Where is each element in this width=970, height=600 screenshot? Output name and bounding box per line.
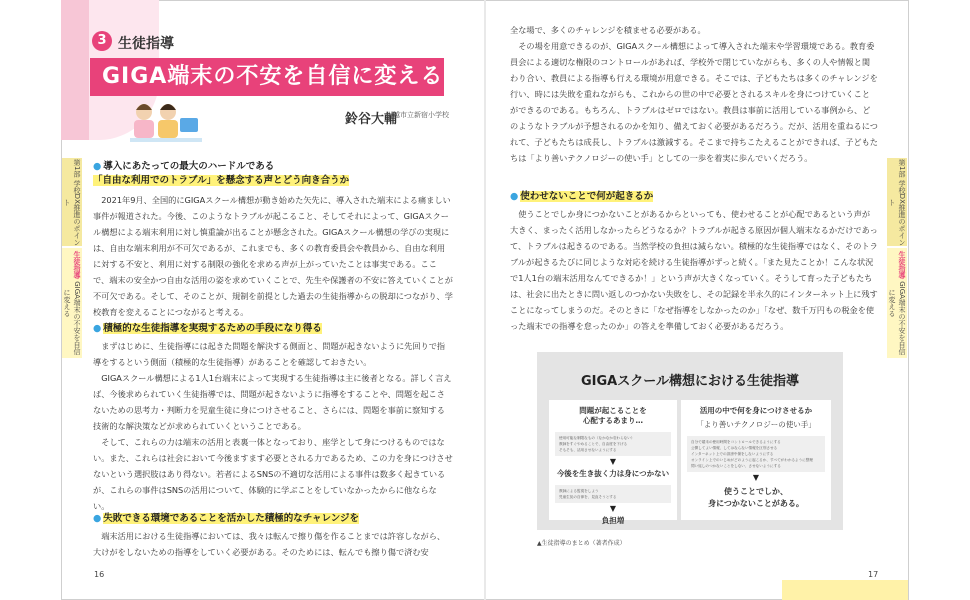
section-heading-2 — [93, 322, 453, 336]
list-item: 教師をすぐやめることで、自由度を下げる — [559, 442, 628, 446]
author-name: 鈴谷大輔 — [345, 112, 398, 127]
bullet-icon: ● — [93, 513, 102, 524]
list-item: 公開してよい情報、してはならない情報を区別させる — [691, 446, 778, 450]
left-result: 負担増 — [601, 516, 625, 525]
paragraph-r1: 全な場で、多くのチャレンジを積ませる必要がある。 — [510, 25, 706, 35]
gutter — [484, 0, 486, 600]
body-paragraph — [93, 338, 453, 514]
part-tab-left: 第1部 学校DX推進のポイント — [63, 158, 81, 246]
heading-2-text: 積極的な生徒指導を実現するための手段になり得る — [103, 323, 322, 334]
chapter-label: 生徒指導 — [118, 36, 174, 52]
heading-1-line-1: 導入にあたっての最大のハードルである — [103, 161, 275, 172]
paragraph-4: そして、これらの力は端末の活用と表裏一体となっており、座学として身につけるものではない。また、これらは社会において今後ますます必要とされる力であるため、この力を身につけさせないという選択肢はあり得ない。若者によるSNSの不適切な活用による事件は数多く起きているが、これらの事件はSNSの活用について、体験的に学ぶことをしていなかったからに他ならない。 — [93, 437, 453, 511]
figure-caption: ▲生徒指導のまとめ（著者作成） — [537, 540, 626, 547]
left-mid-text: 今後を生き抜く力は身につかない — [556, 469, 670, 478]
summary-figure — [537, 352, 843, 530]
figure-title: GIGAスクール構想における生徒指導 — [581, 374, 799, 389]
bullet-icon: ● — [93, 323, 102, 334]
section-heading-3 — [93, 512, 453, 526]
right-box-heading — [681, 400, 831, 430]
list-item: 問い返しのつかないことをしない、させないようにする — [691, 464, 781, 468]
section-tab-right — [887, 248, 907, 358]
left-list — [555, 432, 671, 456]
section-tab-right-label: 生徒指導 — [898, 251, 906, 280]
list-item: インターネット上での誹謗中傷をしないようにする — [691, 452, 774, 456]
body-paragraph — [93, 192, 453, 320]
list-item: 自分で端末の使用時間をコントロールできるようにする — [691, 440, 781, 444]
right-list — [687, 436, 825, 472]
figure-left-box — [549, 400, 677, 525]
section-tab-left-title: GIGA端末の不安を自信に変える — [63, 281, 81, 355]
paragraph-r2: その場を用意できるのが、GIGAスクール構想によって導入された端末や学習環境である。教育委員会による適切な権限のコントロールがあれば、学校外で閉じていながらも、多くの人や情報と関わり合い、教員による指導も行える環境が用意できる。そこでは、子どもたちは多くのチャレンジを行い、時には失敗を重ねながらも、これからの世の中で必要とされるスキルを身につけていくことができるのである。もちろん、トラブルはゼロではない。教員は事前に活用している事例から、どのようなトラブルが予想されるのかを知り、備えておく必要があるだろう。だが、活用を重ねるにつれて、子どもたちは成長し、トラブルは激減する。そこまで持ちこたえることができれば、子どもたちは「より善いテクノロジーの使い手」としての一歩を着実に歩んでいくだろう。 — [510, 41, 878, 163]
section-heading-r1 — [510, 190, 878, 204]
chapter-color-band — [61, 0, 89, 140]
paragraph-r3: 使うことでしか身につかないことがあるからといっても、使わせることが心配であるという声が大きく、まったく活用しなかったらどうなるか？トラブルが起きる原因が個人端末なるかだけであって、トラブルは起きるのである。当然学校の負担は減らない。積極的な生徒指導ではなく、そのトラブルが起きるたびに同じような対応を続ける生徒指導がずっと続く。「また見たことか！こんな状況で1人1台の端末活用なんてできるか！」という声が大きくなっていく。そうして育った子どもたちは、社会に出たときに問い返しのつかない失敗をし、その記録を半永久的にインターネット上に残すことになってしまうのだ。そのときに「なぜ指導をしなかったのか」「なぜ、数千万円もの税金を使った端末での指導を怠ったのか」の答えを準備しておく必要があるだろう。 — [510, 209, 878, 331]
section-tab-left-label: 生徒指導 — [73, 251, 81, 280]
part-tab-right: 第1部 学校DX推進のポイント — [888, 158, 906, 246]
right-head-line-2: 「より善いテクノロジーの使い手」 — [696, 420, 816, 429]
bullet-icon: ● — [510, 191, 519, 202]
list-item: オンライン上でのいじめがどのように起こるか、すべてがわかるように整理 — [691, 458, 814, 462]
list-item: 使用可能な制限なもの（なかなか変わらない） — [559, 436, 635, 440]
figure-right-box — [681, 400, 831, 520]
down-arrow-icon: ▼ — [609, 457, 617, 466]
page-number-right: 17 — [868, 570, 879, 579]
left-head-line-1: 問題が起こることを — [579, 406, 647, 415]
article-title: GIGA端末の不安を自信に変える — [102, 64, 444, 89]
down-arrow-icon: ▼ — [752, 473, 760, 482]
corner-decoration — [782, 580, 908, 600]
section-tab-right-title: GIGA端末の不安を自信に変える — [888, 281, 906, 355]
heading-3-text: 失敗できる環境であることを活かした積極的なチャレンジを — [103, 513, 360, 524]
article-title-bar — [90, 58, 444, 96]
author-affiliation: 川越市立新宿小学校 — [386, 111, 449, 119]
page-number-left: 16 — [94, 570, 105, 579]
paragraph-5: 端末活用における生徒指導においては、我々は転んで擦り傷を作ることまでは許容しながら、大けがをしないための指導をしていく必要がある。そのためには、転んでも擦り傷で済む安 — [93, 531, 446, 557]
body-paragraph — [93, 528, 453, 560]
section-heading-1 — [93, 160, 453, 188]
right-result-line-1: 使うことでしか、 — [724, 487, 788, 496]
down-arrow-icon: ▼ — [609, 504, 617, 513]
left-list-2 — [555, 485, 671, 503]
paragraph-2: まずはじめに、生徒指導には起きた問題を解決する側面と、問題が起きないように先回りで指導をするという側面（積極的な生徒指導）があることを確認しておきたい。 — [93, 341, 446, 367]
paragraph-3: GIGAスクール構想による1人1台端末によって実現する生徒指導は主に後者となる。詳しく言えば、今後求められていく生徒指導では、問題が起きないように指導をすることや、問題を起こさないための思考力・判断力を児童生徒に身につけさせること、さらには、問題を事前に察知する技術的な解決策などが求められていくということである。 — [93, 373, 452, 431]
right-result-line-2: 身につかないことがある。 — [708, 499, 804, 508]
bullet-icon: ● — [93, 161, 102, 172]
heading-r1-text: 使わせないことで何が起きるか — [520, 191, 654, 202]
left-box-heading — [549, 400, 677, 426]
body-paragraph — [510, 206, 878, 334]
list-item: 児童生徒の自律を、見直そうとする — [559, 495, 617, 499]
list-item: そもそも、活用させないようにする — [559, 448, 617, 452]
list-item: 教師による監視をしよう — [559, 489, 599, 493]
chapter-number: 3 — [92, 31, 112, 51]
students-illustration — [130, 100, 202, 144]
heading-1-line-2: 「自由な利用でのトラブル」を懸念する声とどう向き合うか — [93, 175, 350, 186]
section-tab-left — [62, 248, 82, 358]
left-head-line-2: 心配するあまり… — [583, 416, 643, 425]
paragraph-1: 2021年9月、全国的にGIGAスクール構想が動き始めた矢先に、導入された端末による痛ましい事件が報道された。今後、このようなトラブルが起こること、そしてそれによって、GIGAスクール構想による端末利用に対し慎重論が出ることが懸念された。GIGAスクール構想の学びの実現には、自由な端末利用が不可欠であるが、これまでも、多くの教育委員会や教員から、自由な利用に対する不安と、利用に対する制限の強化を求める声が上がっていたことは事実である。ここで、端末の安全かつ自由な活用の姿を求めていくことで、先生や保護者の不安に答えていくことが不可欠である。そして、そのことが、規制を前提とした過去の生徒指導からの脱却につながり、学校教育を変えることにつながると考える。 — [93, 195, 453, 317]
right-result — [681, 486, 831, 510]
right-head-line-1: 活用の中で何を身につけさせるか — [699, 406, 813, 415]
body-paragraph — [510, 22, 878, 166]
